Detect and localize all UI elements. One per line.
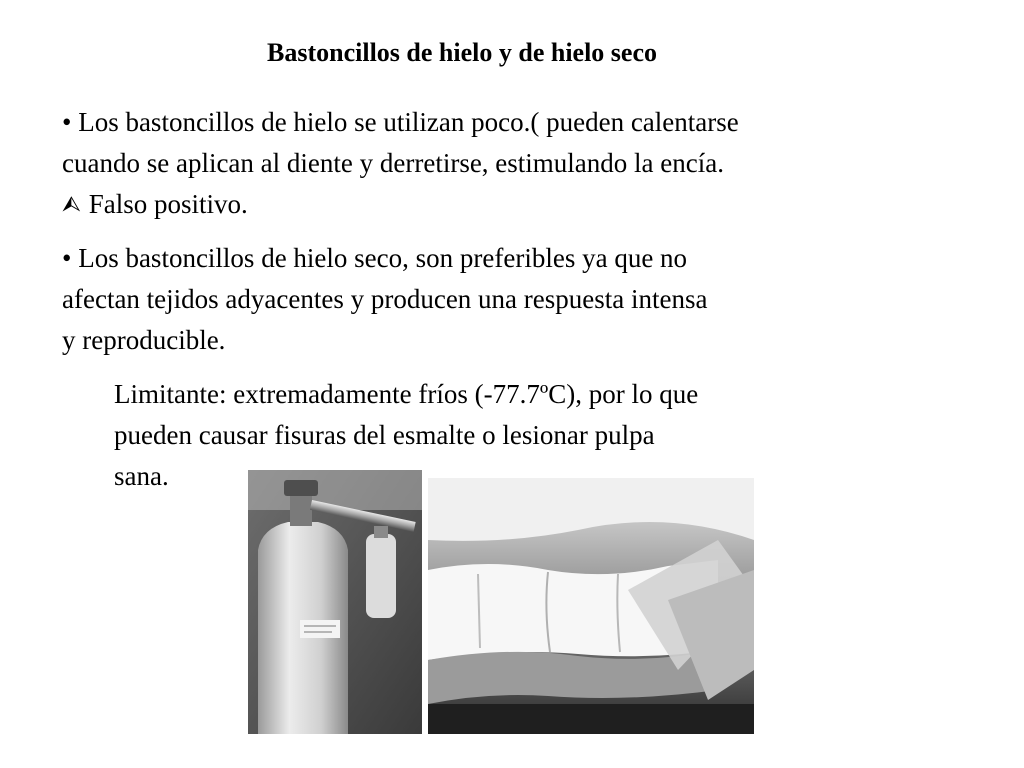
arrowhead-icon: ⮙ xyxy=(62,192,81,217)
false-positive-text: Falso positivo. xyxy=(88,189,248,219)
text-line: afectan tejidos adyacentes y producen una respuesta intensa xyxy=(62,284,708,314)
dry-ice-device-photo xyxy=(248,470,754,734)
false-positive-line xyxy=(62,184,739,225)
text-line: • Los bastoncillos de hielo se utilizan poco.( pueden calentarse xyxy=(62,107,739,137)
bullet-ice-sticks xyxy=(62,102,739,225)
teeth-panel xyxy=(428,478,754,734)
text-line: cuando se aplican al diente y derretirse, estimulando la encía. xyxy=(62,148,724,178)
text-line: sana. xyxy=(114,461,169,491)
slide-title: Bastoncillos de hielo y de hielo seco xyxy=(267,38,657,67)
text-line: Limitante: extremadamente fríos (-77.7ºC), por lo que xyxy=(114,379,699,409)
cylinder-panel xyxy=(248,470,422,734)
bullet-dry-ice-sticks xyxy=(62,238,707,361)
text-line: y reproducible. xyxy=(62,325,226,355)
text-line: pueden causar fisuras del esmalte o lesionar pulpa xyxy=(114,420,655,450)
text-line: • Los bastoncillos de hielo seco, son preferibles ya que no xyxy=(62,243,688,273)
